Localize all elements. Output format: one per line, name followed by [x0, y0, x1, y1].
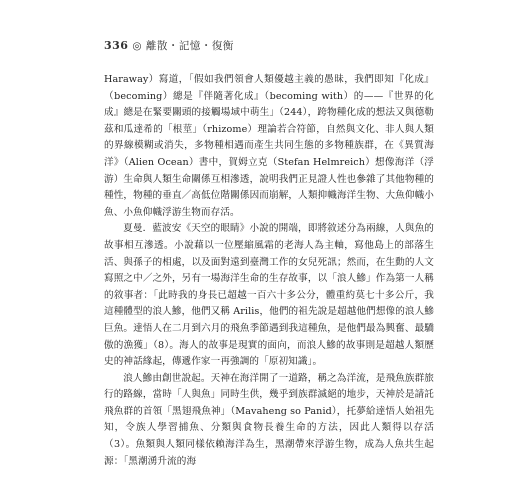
paragraph-3: 浪人鰺由創世說起。天神在海洋開了一道路，稱之為洋流，是飛魚族群旅行的路線，當時「人與魚」同時生供，幾乎到族群滅絕的地步，天神於是請託飛魚群的首領「黑翅飛魚神」（Mavaheng so Panid），托夢給達悟人始祖先知，令族人學習捕魚、分類與食物長養生命的方法，因此人類得以存活（3）。魚類與人類同樣依賴海洋為生，黑潮帶來浮游生物，成為人魚共生起源：「黑潮湧升流的海 [104, 372, 434, 467]
body-text [104, 72, 434, 470]
paragraph-2: 夏曼．藍波安《天空的眼睛》小說的開端，即將敘述分為兩線，人與魚的故事相互滲透。小說藉以一位壓縮風霜的老海人為主軸，寫他島上的部落生活、與孫子的相處，以及面對遠到臺灣工作的女兒死訊；然而，在生動的人文寫照之中／之外，另有一場海洋生命的生存故事，以「浪人鰺」作為第一人稱的敘事者：「此時我的身長已超越一百六十多公分，體重約莫七十多公斤，我這種體型的浪人鰺，他們又稱 Arilis，他們的祖先說是超越他們想像的浪人鰺巨魚。達悟人在二月到六月的飛魚季節遇到我這種魚，是他們最為興奮、最驕傲的漁獲」（8）。海人的故事是現實的面向，而浪人鰺的故事則是超越人類歷史的神話緣起，傳遞作家一再強調的「原初知識」。 [104, 223, 434, 368]
header-separator: ◎ [132, 40, 142, 52]
page-number: 336 [104, 39, 129, 52]
paragraph-1: Haraway）寫道，「假如我們領會人類優越主義的愚昧，我們即知『化成』（becoming）總是『伴隨著化成』（becoming with）的——『世界的化成』總是在緊要關頭的接觸場域中萌生」（244），跨物種化成的想法又與德勒茲和瓜達希的「根莖」（rhizome）理論若合符節，自然與文化、非人與人類的界線模糊或消失，多物種相遇而產生共同生態的多物種族群，在《異質海洋》（Alien Ocean）書中，賀姆立克（Stefan Helmreich）想像海洋（浮游）生命與人類生命關係互相滲透，說明我們正見證人性也參雜了其他物種的種性，物種的垂直／高低位階關係因而崩解，人類抑幟海洋生物、大魚仰幟小魚、小魚仰幟浮游生物而存活。 [104, 74, 434, 218]
running-header [104, 38, 234, 53]
running-title: 離散・記憶・復衡 [145, 40, 234, 52]
